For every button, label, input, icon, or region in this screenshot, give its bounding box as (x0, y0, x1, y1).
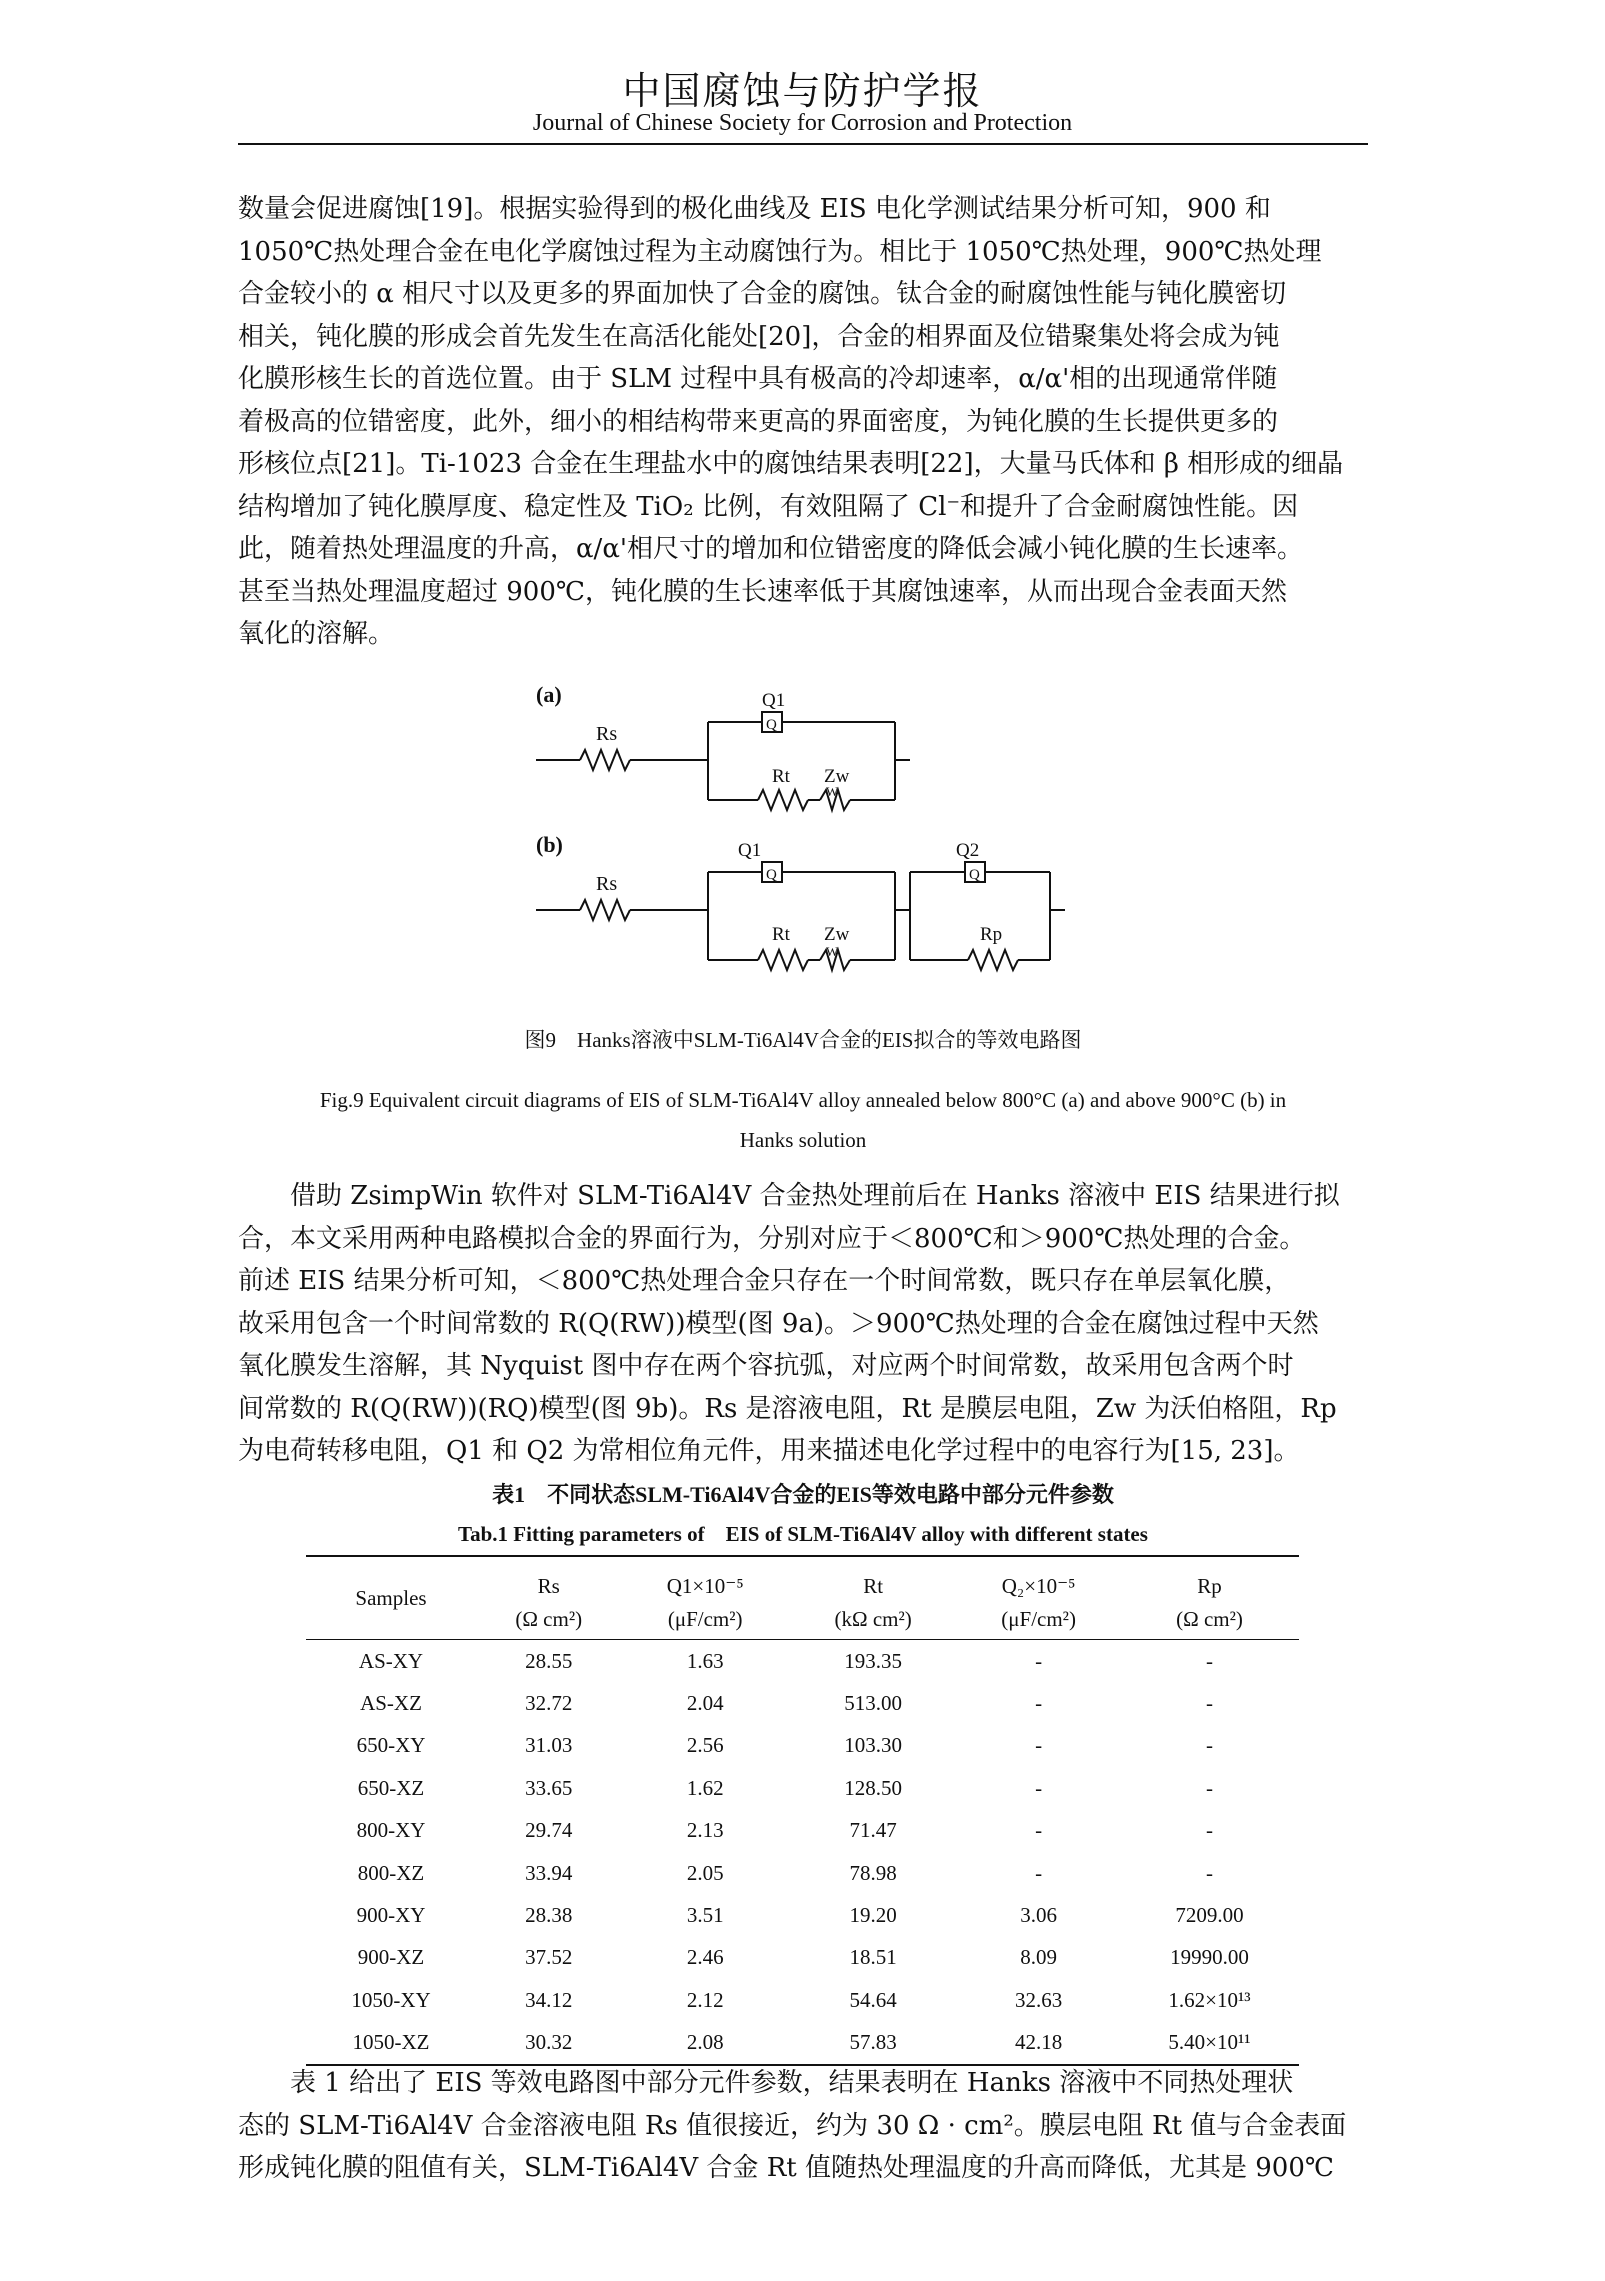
w-box-a: W (826, 784, 839, 799)
table-row (306, 1767, 1299, 1809)
text-line: 着极高的位错密度，此外，细小的相结构带来更高的界面密度，为钝化膜的生长提供更多的 (238, 406, 1279, 437)
text-line: 氧化膜发生溶解，其 Nyquist 图中存在两个容抗弧，对应两个时间常数，故采用包含两个时 (238, 1351, 1294, 1381)
text-line: 此，随着热处理温度的升高，α/α'相尺寸的增加和位错密度的降低会减小钝化膜的生长速率。 (238, 534, 1304, 564)
table-cell: 19990.00 (1170, 1945, 1249, 1970)
text-line: 态的 SLM-Ti6Al4V 合金溶液电阻 Rs 值很接近，约为 30 Ω · cm²。膜层电阻 Rt 值与合金表面 (238, 2110, 1347, 2141)
table-cell: 8.09 (1020, 1945, 1057, 1970)
table-cell: 71.47 (849, 1818, 897, 1843)
table-cell: 1.63 (686, 1648, 724, 1673)
table-cell: 28.55 (525, 1648, 573, 1673)
table-cell: 54.64 (849, 1987, 897, 2012)
table-cell-sample: AS-XY (358, 1648, 424, 1673)
text-line: 结构增加了钝化膜厚度、稳定性及 TiO₂ 比例，有效阻隔了 Cl⁻和提升了合金耐腐蚀性能。因 (238, 491, 1299, 522)
table-cell: 5.40×10¹¹ (1120, 2022, 1299, 2065)
zw-label-a: Zw (824, 766, 850, 787)
table-cell: 3.51 (686, 1903, 724, 1928)
table-cell: - (1205, 1775, 1213, 1800)
table-cell: - (1035, 1648, 1043, 1673)
table-cell: 37.52 (525, 1945, 573, 1970)
rt-label-a: Rt (772, 766, 790, 787)
col-unit: (μF/cm²) (621, 1599, 789, 1640)
table-cell: 78.98 (849, 1860, 897, 1885)
table-cell-sample: 900-XY (356, 1903, 426, 1928)
panel-b-label: (b) (536, 832, 563, 857)
table-cell: 29.74 (525, 1818, 573, 1843)
table-cell: 2.13 (686, 1818, 724, 1843)
table-row (306, 2022, 1299, 2065)
table-cell: 103.30 (844, 1733, 902, 1758)
table-cell: - (1035, 1860, 1043, 1885)
figure-caption-cn: 图9 Hanks溶液中SLM-Ti6Al4V合金的EIS拟合的等效电路图 (524, 1028, 1082, 1052)
table-row (306, 1937, 1299, 1979)
table-cell: 2.08 (621, 2022, 789, 2065)
body-paragraph-3 (238, 2062, 1368, 2190)
table-row (306, 1682, 1299, 1724)
table-cell: 2.46 (686, 1945, 724, 1970)
col-unit: (μF/cm²) (957, 1599, 1120, 1640)
table-cell: - (1035, 1775, 1043, 1800)
table-cell-sample: 1050-XZ (306, 2022, 476, 2065)
table-row (306, 1640, 1299, 1683)
table-cell: - (1035, 1733, 1043, 1758)
table-cell: 28.38 (525, 1903, 573, 1928)
col-header: Rp (1197, 1574, 1222, 1598)
table-cell: 33.65 (525, 1775, 573, 1800)
text-line: 合金较小的 α 相尺寸以及更多的界面加快了合金的腐蚀。钛合金的耐腐蚀性能与钝化膜密切 (238, 279, 1287, 309)
q-box-b1: Q (766, 867, 777, 883)
table-cell: - (1205, 1691, 1213, 1716)
table-cell: 2.05 (686, 1860, 724, 1885)
table-cell-sample: 650-XY (356, 1733, 426, 1758)
figure-caption-en (238, 1080, 1368, 1160)
table-cell: 34.12 (525, 1987, 573, 2012)
table-cell: - (1205, 1733, 1213, 1758)
table-cell: 193.35 (844, 1648, 902, 1673)
equivalent-circuit-figure (520, 672, 1080, 992)
col-header: Q1×10⁻⁵ (666, 1574, 744, 1598)
w-box-b: W (826, 944, 839, 959)
table-cell: 7209.00 (1175, 1903, 1244, 1928)
col-header: Q₂×10⁻⁵ (1001, 1574, 1076, 1598)
table-cell: 513.00 (844, 1691, 902, 1716)
table-cell: 2.12 (686, 1987, 724, 2012)
rt-label-b: Rt (772, 924, 790, 945)
text-line: 合，本文采用两种电路模拟合金的界面行为，分别对应于＜800℃和＞900℃热处理的合金。 (238, 1223, 1306, 1254)
table-cell: 1.62 (686, 1775, 724, 1800)
text-line: 甚至当热处理温度超过 900℃，钝化膜的生长速率低于其腐蚀速率，从而出现合金表面天然 (238, 576, 1287, 607)
table-cell-sample: 900-XZ (357, 1945, 425, 1970)
table-cell-sample: 800-XY (356, 1818, 426, 1843)
table-cell: 1.62×10¹³ (1168, 1987, 1251, 2012)
table-row (306, 1810, 1299, 1852)
journal-title-en: Journal of Chinese Society for Corrosion and Protection (532, 110, 1073, 136)
figure-caption-en-line: Fig.9 Equivalent circuit diagrams of EIS of SLM-Ti6Al4V alloy annealed below 800°C (a) and above 900°C (b) in (319, 1088, 1287, 1112)
table-cell: - (1035, 1818, 1043, 1843)
table-cell-sample: 650-XZ (357, 1775, 425, 1800)
table-cell-sample: 800-XZ (357, 1860, 425, 1885)
panel-a-label: (a) (536, 682, 562, 707)
text-line: 前述 EIS 结果分析可知，＜800℃热处理合金只存在一个时间常数，既只存在单层氧化膜， (238, 1266, 1291, 1296)
table-cell: - (1205, 1860, 1213, 1885)
text-line: 相关，钝化膜的形成会首先发生在高活化能处[20]，合金的相界面及位错聚集处将会成为钝 (238, 321, 1280, 352)
circuit-b (536, 840, 1065, 970)
rp-label-b: Rp (980, 924, 1003, 945)
text-line: 表 1 给出了 EIS 等效电路图中部分元件参数，结果表明在 Hanks 溶液中不同热处理状 (290, 2068, 1294, 2098)
text-line: 借助 ZsimpWin 软件对 SLM-Ti6Al4V 合金热处理前后在 Hanks 溶液中 EIS 结果进行拟 (290, 1181, 1340, 1211)
col-unit: (Ω cm²) (1120, 1599, 1299, 1640)
table-row (306, 1852, 1299, 1894)
table-cell: 32.63 (1015, 1987, 1063, 2012)
text-line: 数量会促进腐蚀[19]。根据实验得到的极化曲线及 EIS 电化学测试结果分析可知，900 和 (238, 194, 1271, 224)
table-cell: 42.18 (957, 2022, 1120, 2065)
q1-label-b: Q1 (738, 840, 762, 861)
table-row (306, 1894, 1299, 1936)
table-cell: - (1205, 1648, 1213, 1673)
table-cell: - (1205, 1818, 1213, 1843)
text-line: 1050℃热处理合金在电化学腐蚀过程为主动腐蚀行为。相比于 1050℃热处理，900℃热处理 (238, 236, 1322, 267)
text-line: 间常数的 R(Q(RW))(RQ)模型(图 9b)。Rs 是溶液电阻，Rt 是膜层电阻，Zw 为沃伯格阻，Rp (238, 1393, 1337, 1424)
table-cell: 2.04 (686, 1691, 724, 1716)
q2-label-b: Q2 (956, 840, 980, 861)
table-cell: - (1035, 1691, 1043, 1716)
table-row (306, 1725, 1299, 1767)
table-cell: 19.20 (849, 1903, 897, 1928)
table-cell: 32.72 (525, 1691, 573, 1716)
q-box-a: Q (766, 717, 777, 733)
text-line: 形核位点[21]。Ti-1023 合金在生理盐水中的腐蚀结果表明[22]，大量马氏体和 β 相形成的细晶 (238, 449, 1344, 479)
table-cell: 30.32 (476, 2022, 621, 2065)
table-cell: 33.94 (525, 1860, 573, 1885)
q1-label-a: Q1 (762, 690, 786, 711)
col-header: Rs (537, 1574, 560, 1598)
text-line: 为电荷转移电阻，Q1 和 Q2 为常相位角元件，用来描述电化学过程中的电容行为[15, 23]。 (238, 1436, 1300, 1466)
table-cell: 18.51 (849, 1945, 897, 1970)
zw-label-b: Zw (824, 924, 850, 945)
text-line: 形成钝化膜的阻值有关，SLM-Ti6Al4V 合金 Rt 值随热处理温度的升高而降低，尤其是 900℃ (238, 2153, 1334, 2183)
body-paragraph-2 (238, 1175, 1368, 1473)
circuit-a (536, 690, 910, 810)
col-unit: (kΩ cm²) (789, 1599, 957, 1640)
q-box-b2: Q (969, 867, 980, 883)
table-cell: 31.03 (525, 1733, 573, 1758)
text-line: 氧化的溶解。 (238, 619, 395, 649)
col-header-samples: Samples (306, 1556, 476, 1640)
table-body (306, 1640, 1299, 2065)
col-unit: (Ω cm²) (476, 1599, 621, 1640)
table-cell-sample: 1050-XY (351, 1987, 431, 2012)
col-header: Rt (863, 1574, 884, 1598)
journal-title-cn: 中国腐蚀与防护学报 (622, 69, 983, 113)
figure-caption-en-line: Hanks solution (739, 1128, 867, 1152)
text-line: 故采用包含一个时间常数的 R(Q(RW))模型(图 9a)。＞900℃热处理的合金在腐蚀过程中天然 (238, 1308, 1319, 1339)
table-cell: 3.06 (1020, 1903, 1057, 1928)
table-caption-cn: 表1 不同状态SLM-Ti6Al4V合金的EIS等效电路中部分元件参数 (492, 1482, 1114, 1507)
body-paragraph-1 (238, 188, 1368, 656)
table-row (306, 1979, 1299, 2021)
table-cell: 2.56 (686, 1733, 724, 1758)
table-cell: 128.50 (844, 1775, 902, 1800)
fitting-parameters-table (306, 1555, 1299, 2066)
rs-label-b: Rs (596, 873, 618, 895)
rs-label-a: Rs (596, 723, 618, 745)
table-cell: 57.83 (789, 2022, 957, 2065)
table-caption-en: Tab.1 Fitting parameters of EIS of SLM-Ti6Al4V alloy with different states (458, 1522, 1148, 1546)
header-rule (238, 143, 1368, 145)
text-line: 化膜形核生长的首选位置。由于 SLM 过程中具有极高的冷却速率，α/α'相的出现通常伴随 (238, 364, 1278, 394)
table-cell-sample: AS-XZ (360, 1691, 422, 1716)
